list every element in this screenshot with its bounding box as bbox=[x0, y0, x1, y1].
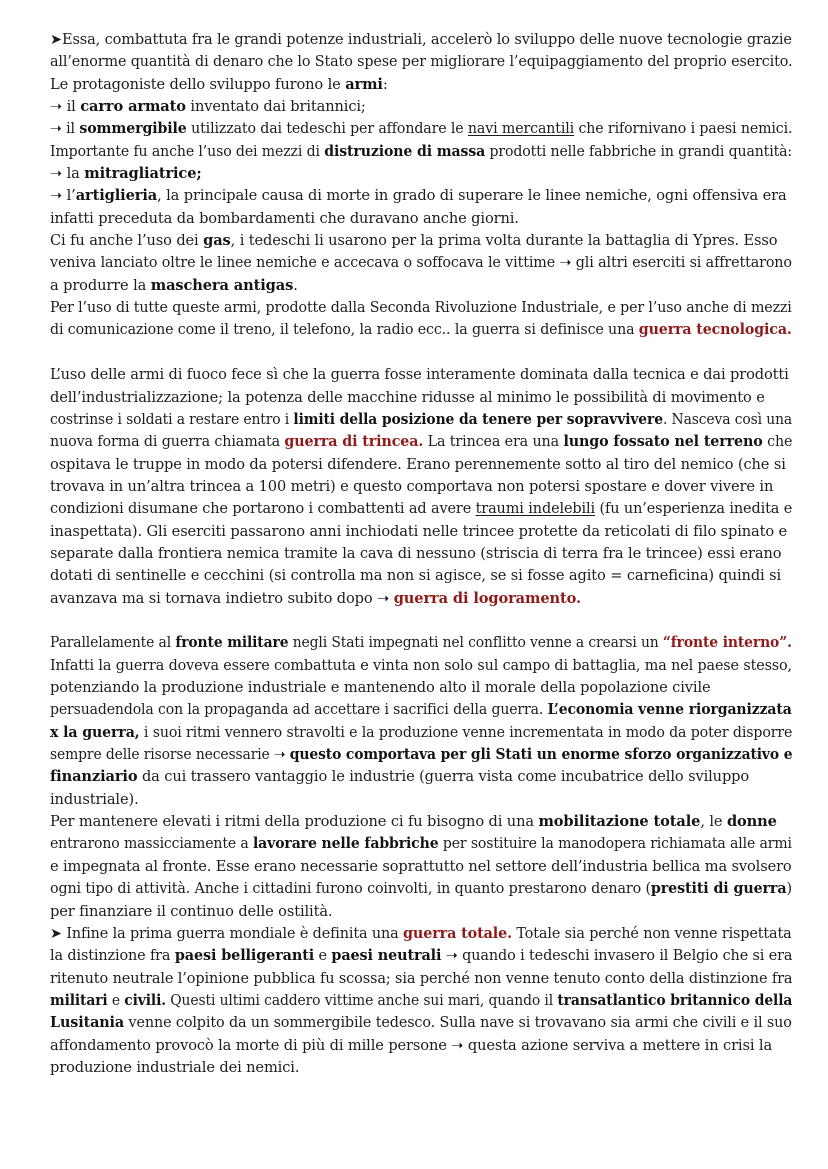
text-segment: Parallelamente al bbox=[50, 634, 176, 652]
text-segment: . bbox=[293, 276, 298, 294]
text-segment: costrinse i soldati a restare entro i bbox=[50, 410, 294, 428]
text-line bbox=[50, 744, 793, 766]
bold-text: Lusitania bbox=[50, 1014, 125, 1032]
text-segment: , i tedeschi li usarono per la prima volta durante la battaglia di Ypres. Esso bbox=[230, 232, 778, 250]
text-segment: Le protagoniste dello sviluppo furono le bbox=[50, 75, 346, 93]
text-segment: industriale). bbox=[50, 790, 139, 808]
text-line bbox=[50, 319, 792, 341]
text-segment: La trincea era una bbox=[423, 433, 564, 451]
text-line bbox=[50, 722, 793, 744]
text-segment: prodotti nelle fabbriche in grandi quantità: bbox=[485, 142, 793, 160]
text-segment: ritenuto neutrale l’opinione pubblica fu scossa; sia perché non venne tenuto conto della distinzione fra bbox=[50, 969, 793, 987]
text-segment: i suoi ritmi vennero stravolti e la produzione venne incrementata in modo da poter disporre bbox=[139, 723, 793, 741]
text-segment: a produrre la bbox=[50, 276, 151, 294]
text-segment: inventato dai britannici; bbox=[185, 98, 366, 116]
text-line bbox=[50, 789, 784, 811]
text-segment: Per l’uso di tutte queste armi, prodotte dalla Seconda Rivoluzione Industriale, e per l’uso anche di mezzi bbox=[50, 299, 792, 317]
bold-text: civili. bbox=[124, 991, 166, 1009]
text-segment: Per mantenere elevati i ritmi della produzione ci fu bisogno di una bbox=[50, 813, 539, 831]
text-segment: ➝ la bbox=[50, 165, 85, 183]
text-line bbox=[50, 252, 792, 274]
text-line bbox=[50, 454, 784, 476]
text-line bbox=[50, 677, 784, 699]
text-line bbox=[50, 74, 784, 96]
bold-text: donne bbox=[726, 813, 777, 831]
text-segment: nuova forma di guerra chiamata bbox=[50, 433, 285, 451]
bold-text: transatlantico britannico della bbox=[557, 991, 793, 1009]
highlighted-term: “fronte interno”. bbox=[662, 634, 792, 652]
bold-text: fronte militare bbox=[175, 634, 289, 652]
text-segment: potenziando la produzione industriale e mantenendo alto il morale della popolazione civile bbox=[50, 679, 711, 697]
text-segment: dotati di sentinelle e cecchini (si controlla ma non si agisce, se si fosse agito = carneficina) quindi si bbox=[50, 567, 782, 585]
text-segment: . Nasceva così una bbox=[662, 410, 793, 428]
text-segment: , la principale causa di morte in grado di superare le linee nemiche, ogni offensiva era bbox=[157, 187, 787, 205]
text-segment: ➝ il bbox=[50, 120, 80, 138]
text-segment: affondamento provocò la morte di più di mille persone ➝ questa azione serviva a mettere in crisi la bbox=[50, 1036, 773, 1054]
bold-text: paesi belligeranti bbox=[174, 947, 315, 965]
bold-text: armi bbox=[345, 75, 383, 93]
text-segment: condizioni disumane che portarono i combattenti ad avere bbox=[50, 500, 476, 518]
text-segment: : bbox=[382, 75, 388, 93]
text-line bbox=[50, 96, 784, 118]
text-line bbox=[50, 498, 793, 520]
bold-text: prestiti di guerra bbox=[650, 880, 787, 898]
text-line bbox=[50, 632, 792, 654]
text-segment: la distinzione fra bbox=[50, 947, 175, 965]
text-segment: ➤ Infine la prima guerra mondiale è definita una bbox=[50, 924, 403, 942]
text-line bbox=[50, 1057, 784, 1079]
bold-text: lavorare nelle fabbriche bbox=[252, 835, 439, 853]
text-segment: Questi ultimi caddero vittime anche sui mari, quando il bbox=[165, 991, 558, 1009]
bold-text: mobilitazione totale bbox=[538, 813, 701, 831]
highlighted-term: guerra di trincea. bbox=[284, 433, 424, 451]
text-line bbox=[50, 588, 784, 610]
text-segment: e bbox=[314, 947, 332, 965]
text-segment: all’enorme quantità di denaro che lo Stato spese per migliorare l’equipaggiamento del proprio esercito. bbox=[50, 53, 793, 71]
text-segment: di comunicazione come il treno, il telefono, la radio ecc.. la guerra si definisce una bbox=[50, 321, 639, 339]
text-segment: utilizzato dai tedeschi per affondare le bbox=[186, 120, 468, 138]
text-segment: per sostituire la manodopera richiamata alle armi bbox=[438, 835, 792, 853]
text-segment: e bbox=[107, 991, 125, 1009]
text-segment: ogni tipo di attività. Anche i cittadini furono coinvolti, in quanto prestarono denaro ( bbox=[50, 880, 651, 898]
underlined-text: traumi indelebili bbox=[475, 500, 596, 518]
text-segment: venne colpito da un sommergibile tedesco. Sulla nave si trovavano sia armi che civili e il suo bbox=[124, 1014, 792, 1032]
text-line bbox=[50, 901, 784, 923]
text-segment: entrarono massicciamente a bbox=[50, 835, 253, 853]
text-segment: inaspettata). Gli eserciti passarono anni inchiodati nelle trincee protette da reticolati di filo spinato e bbox=[50, 522, 788, 540]
highlighted-term: guerra totale. bbox=[402, 924, 512, 942]
text-segment: produzione industriale dei nemici. bbox=[50, 1058, 300, 1076]
text-segment: Importante fu anche l’uso dei mezzi di bbox=[50, 142, 325, 160]
text-segment: ➝ l’ bbox=[50, 187, 76, 205]
paragraph-gap bbox=[50, 610, 784, 632]
text-line bbox=[50, 364, 789, 386]
text-segment: ➤Essa, combattuta fra le grandi potenze industriali, accelerò lo sviluppo delle nuove tecnologie grazie bbox=[50, 31, 792, 48]
text-line bbox=[50, 51, 793, 73]
bold-text: paesi neutrali bbox=[331, 947, 442, 965]
text-segment: (fu un’esperienza inedita e bbox=[595, 500, 793, 518]
text-segment: , le bbox=[700, 813, 727, 831]
bold-text: distruzione di massa bbox=[324, 142, 486, 160]
text-line bbox=[50, 968, 793, 990]
text-segment: infatti preceduta da bombardamenti che duravano anche giorni. bbox=[50, 209, 519, 227]
text-line bbox=[50, 297, 792, 319]
text-segment: e impegnata al fronte. Esse erano necessarie soprattutto nel settore dell’industria bellica ma svolsero bbox=[50, 857, 792, 875]
text-segment: separate dalla frontiera nemica tramite la cava di nessuno (striscia di terra fra le trincee) essi erano bbox=[50, 544, 782, 562]
bold-text: finanziario bbox=[50, 768, 138, 786]
text-line bbox=[50, 163, 784, 185]
highlighted-term: guerra tecnologica. bbox=[638, 321, 792, 339]
text-segment: avanzava ma si tornava indietro subito dopo ➝ bbox=[50, 589, 394, 607]
text-segment: ) bbox=[786, 880, 792, 898]
text-segment: negli Stati impegnati nel conflitto venne a crearsi un bbox=[288, 634, 663, 652]
bold-text: mitragliatrice; bbox=[84, 165, 202, 183]
text-line bbox=[50, 185, 787, 207]
text-segment: Ci fu anche l’uso dei bbox=[50, 232, 204, 250]
text-line bbox=[50, 208, 784, 230]
text-line bbox=[50, 118, 793, 140]
bold-text: maschera antigas bbox=[150, 276, 294, 294]
bold-text: militari bbox=[50, 991, 108, 1009]
text-line bbox=[50, 230, 784, 252]
text-line bbox=[50, 565, 784, 587]
text-line bbox=[50, 431, 793, 453]
text-segment: Infatti la guerra doveva essere combattuta e vinta non solo sul campo di battaglia, ma nel paese stesso, bbox=[50, 656, 792, 674]
text-line bbox=[50, 521, 788, 543]
text-line bbox=[50, 833, 792, 855]
text-line bbox=[50, 409, 793, 431]
text-line bbox=[50, 655, 792, 677]
paragraph-3 bbox=[50, 632, 793, 1079]
text-segment: sempre delle risorse necessarie ➝ bbox=[50, 746, 290, 764]
text-segment: ospitava le truppe in modo da potersi difendere. Erano perennemente sotto al tiro del nemico (che si bbox=[50, 455, 786, 473]
text-line bbox=[50, 856, 792, 878]
paragraph-2 bbox=[50, 364, 793, 610]
text-line bbox=[50, 275, 784, 297]
text-line bbox=[50, 141, 793, 163]
paragraph-1 bbox=[50, 29, 793, 342]
text-line bbox=[50, 476, 784, 498]
text-line bbox=[50, 1012, 792, 1034]
bold-text: artiglieria bbox=[75, 187, 158, 205]
text-segment: Totale sia perché non venne rispettata bbox=[511, 924, 792, 942]
text-segment: da cui trassero vantaggio le industrie (guerra vista come incubatrice dello sviluppo bbox=[137, 768, 750, 786]
text-segment: veniva lanciato oltre le linee nemiche e accecava o soffocava le vittime ➝ gli altri eserciti si affrettarono bbox=[50, 254, 792, 272]
text-segment: persuadendola con la propaganda ad accettare i sacrifici della guerra. bbox=[50, 701, 548, 719]
text-line bbox=[50, 945, 793, 967]
text-line bbox=[50, 543, 784, 565]
paragraph-gap bbox=[50, 342, 784, 364]
text-line bbox=[50, 878, 792, 900]
underlined-text: navi mercantili bbox=[467, 120, 575, 138]
bold-text: carro armato bbox=[80, 98, 186, 116]
text-segment: trovava in un’altra trincea a 100 metri) e questo comportava non potersi spostare e dover vivere in bbox=[50, 477, 774, 495]
text-segment: dell’industrializzazione; la potenza delle macchine ridusse al minimo le possibilità di movimento e bbox=[50, 388, 765, 406]
bold-text: L’economia venne riorganizzata bbox=[547, 701, 792, 719]
text-segment: L’uso delle armi di fuoco fece sì che la guerra fosse interamente dominata dalla tecnica e dai prodotti bbox=[50, 366, 789, 384]
text-segment: ➝ quando i tedeschi invasero il Belgio che si era bbox=[441, 947, 793, 965]
bold-text: gas bbox=[203, 232, 231, 250]
bold-text: sommergibile bbox=[79, 120, 187, 138]
text-line bbox=[50, 990, 793, 1012]
bold-text: lungo fossato nel terreno bbox=[563, 433, 763, 451]
text-line bbox=[50, 699, 792, 721]
highlighted-term: guerra di logoramento. bbox=[393, 589, 581, 607]
text-line bbox=[50, 29, 792, 51]
text-segment: ➝ il bbox=[50, 98, 81, 116]
text-line bbox=[50, 766, 784, 788]
text-line bbox=[50, 1035, 784, 1057]
text-segment: che rifornivano i paesi nemici. bbox=[574, 120, 793, 138]
bold-text: questo comportava per gli Stati un enorme sforzo organizzativo e bbox=[289, 746, 793, 764]
text-line bbox=[50, 387, 784, 409]
text-line bbox=[50, 923, 792, 945]
text-line bbox=[50, 811, 784, 833]
text-segment: che bbox=[762, 433, 793, 451]
bold-text: x la guerra, bbox=[50, 723, 140, 741]
text-segment: per finanziare il continuo delle ostilità. bbox=[50, 902, 333, 920]
bold-text: limiti della posizione da tenere per sopravvivere bbox=[293, 410, 663, 428]
